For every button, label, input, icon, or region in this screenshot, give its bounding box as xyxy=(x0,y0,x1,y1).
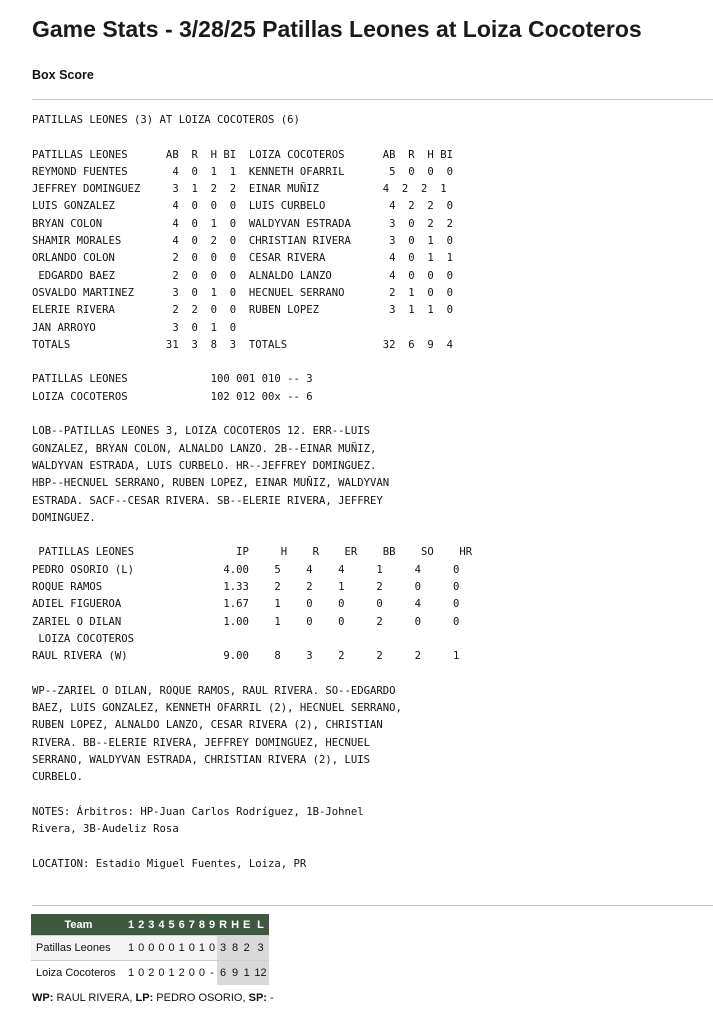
box-score-line: LOB--PATILLAS LEONES 3, LOIZA COCOTEROS 12. ERR--LUIS xyxy=(32,425,371,438)
divider xyxy=(32,99,713,100)
linescore-header-row xyxy=(31,914,269,936)
box-score-line: PATILLAS LEONES (3) AT LOIZA COCOTEROS (6) xyxy=(32,114,300,126)
box-score-line: ADIEL FIGUEROA 1.67 1 0 0 0 4 0 xyxy=(32,598,460,611)
header-inning: 6 xyxy=(177,914,187,936)
box-score-line: SERRANO, WALDYVAN ESTRADA, CHRISTIAN RIVERA (2), LUIS xyxy=(32,753,371,766)
box-score-line: HBP--HECNUEL SERRANO, RUBEN LOPEZ, EINAR MUÑIZ, WALDYVAN xyxy=(32,477,390,490)
box-score-line: ORLANDO COLON 2 0 0 0 CESAR RIVERA 4 0 1 1 xyxy=(32,252,453,265)
box-score-line: ESTRADA. SACF--CESAR RIVERA. SB--ELERIE RIVERA, JEFFREY xyxy=(32,494,383,507)
inning-score: 2 xyxy=(146,961,156,986)
inning-score: 1 xyxy=(177,936,187,961)
inning-score: 0 xyxy=(197,961,207,986)
total-hits: 9 xyxy=(229,961,241,986)
box-score-line: GONZALEZ, BRYAN COLON, ALNALDO LANZO. 2B--EINAR MUÑIZ, xyxy=(32,442,377,455)
inning-score: 1 xyxy=(126,936,136,961)
box-score-line: PATILLAS LEONES 100 001 010 -- 3 xyxy=(32,373,313,386)
table-row xyxy=(31,961,269,986)
inning-score: 0 xyxy=(187,961,197,986)
box-score-line: ZARIEL O DILAN 1.00 1 0 0 2 0 0 xyxy=(32,615,460,628)
box-score-line: LOIZA COCOTEROS 102 012 00x -- 6 xyxy=(32,390,313,403)
box-score-line: NOTES: Árbitros: HP-Juan Carlos Rodríguez, 1B-Johnel xyxy=(32,805,364,818)
box-score-line: REYMOND FUENTES 4 0 1 1 KENNETH OFARRIL 5 0 0 0 xyxy=(32,165,453,178)
box-score-line: TOTALS 31 3 8 3 TOTALS 32 6 9 4 xyxy=(32,338,453,351)
total-lob: 12 xyxy=(252,961,268,986)
box-score-line: LOCATION: Estadio Miguel Fuentes, Loiza, PR xyxy=(32,857,307,870)
inning-score: 0 xyxy=(167,936,177,961)
inning-score: 1 xyxy=(167,961,177,986)
wp-label: WP: xyxy=(32,992,54,1004)
header-hits: H xyxy=(229,914,241,936)
header-lob: L xyxy=(252,914,268,936)
header-inning: 3 xyxy=(146,914,156,936)
table-row xyxy=(31,936,269,961)
sp-label: SP: xyxy=(248,992,267,1004)
team-name: Loiza Cocoteros xyxy=(31,961,126,986)
header-errors: E xyxy=(241,914,252,936)
divider xyxy=(32,905,713,906)
lp-value: PEDRO OSORIO, xyxy=(153,992,249,1004)
total-hits: 8 xyxy=(229,936,241,961)
total-runs: 6 xyxy=(217,961,229,986)
inning-score: 1 xyxy=(197,936,207,961)
box-score-line: LUIS GONZALEZ 4 0 0 0 LUIS CURBELO 4 2 2 0 xyxy=(32,200,453,213)
total-errors: 1 xyxy=(241,961,252,986)
box-score-line: Rivera, 3B-Audeliz Rosa xyxy=(32,823,179,836)
page-title: Game Stats - 3/28/25 Patillas Leones at Loiza Cocoteros xyxy=(32,16,642,42)
team-name: Patillas Leones xyxy=(31,936,126,961)
box-score-line: RAUL RIVERA (W) 9.00 8 3 2 2 2 1 xyxy=(32,650,460,663)
box-score-line: PATILLAS LEONES AB R H BI LOIZA COCOTEROS AB R H BI xyxy=(32,148,453,161)
header-inning: 7 xyxy=(187,914,197,936)
box-score-line: SHAMIR MORALES 4 0 2 0 CHRISTIAN RIVERA 3 0 1 0 xyxy=(32,235,453,248)
inning-score: 1 xyxy=(126,961,136,986)
inning-score: 2 xyxy=(177,961,187,986)
box-score-line: RIVERA. BB--ELERIE RIVERA, JEFFREY DOMINGUEZ, HECNUEL xyxy=(32,736,371,749)
box-score-text xyxy=(32,112,472,873)
total-errors: 2 xyxy=(241,936,252,961)
sp-value: - xyxy=(266,992,274,1004)
total-lob: 3 xyxy=(252,936,268,961)
header-inning: 2 xyxy=(136,914,146,936)
box-score-line: BRYAN COLON 4 0 1 0 WALDYVAN ESTRADA 3 0 2 2 xyxy=(32,217,453,230)
inning-score: 0 xyxy=(146,936,156,961)
wp-value: RAUL RIVERA, xyxy=(53,992,136,1004)
box-score-line: WP--ZARIEL O DILAN, ROQUE RAMOS, RAUL RIVERA. SO--EDGARDO xyxy=(32,684,396,697)
header-runs: R xyxy=(217,914,229,936)
header-inning: 1 xyxy=(126,914,136,936)
lp-label: LP: xyxy=(135,992,154,1004)
box-score-line: ELERIE RIVERA 2 2 0 0 RUBEN LOPEZ 3 1 1 0 xyxy=(32,304,453,317)
box-score-line: LOIZA COCOTEROS xyxy=(32,632,135,645)
box-score-line: OSVALDO MARTINEZ 3 0 1 0 HECNUEL SERRANO 2 1 0 0 xyxy=(32,286,453,299)
pitchers-of-record xyxy=(32,992,274,1004)
inning-score: - xyxy=(207,961,217,986)
box-score-line: RUBEN LOPEZ, ALNALDO LANZO, CESAR RIVERA (2), CHRISTIAN xyxy=(32,719,383,732)
inning-score: 0 xyxy=(207,936,217,961)
inning-score: 0 xyxy=(156,961,166,986)
box-score-line: PATILLAS LEONES IP H R ER BB SO HR xyxy=(32,546,473,559)
section-title: Box Score xyxy=(32,68,94,82)
box-score-line: JAN ARROYO 3 0 1 0 xyxy=(32,321,237,334)
inning-score: 0 xyxy=(187,936,197,961)
header-inning: 9 xyxy=(207,914,217,936)
box-score-line: BAEZ, LUIS GONZALEZ, KENNETH OFARRIL (2), HECNUEL SERRANO, xyxy=(32,702,402,715)
total-runs: 3 xyxy=(217,936,229,961)
header-team: Team xyxy=(31,914,126,936)
inning-score: 0 xyxy=(156,936,166,961)
header-inning: 4 xyxy=(156,914,166,936)
header-inning: 5 xyxy=(167,914,177,936)
box-score-line: ROQUE RAMOS 1.33 2 2 1 2 0 0 xyxy=(32,581,460,594)
box-score-line: CURBELO. xyxy=(32,771,84,784)
inning-score: 0 xyxy=(136,936,146,961)
inning-score: 0 xyxy=(136,961,146,986)
box-score-line: JEFFREY DOMINGUEZ 3 1 2 2 EINAR MUÑIZ 4 2 2 1 xyxy=(32,183,447,196)
linescore-table xyxy=(31,914,269,985)
header-inning: 8 xyxy=(197,914,207,936)
box-score-line: PEDRO OSORIO (L) 4.00 5 4 4 1 4 0 xyxy=(32,563,460,576)
box-score-line: WALDYVAN ESTRADA, LUIS CURBELO. HR--JEFFREY DOMINGUEZ. xyxy=(32,459,377,472)
box-score-line: DOMINGUEZ. xyxy=(32,511,96,524)
box-score-line: EDGARDO BAEZ 2 0 0 0 ALNALDO LANZO 4 0 0 0 xyxy=(32,269,453,282)
